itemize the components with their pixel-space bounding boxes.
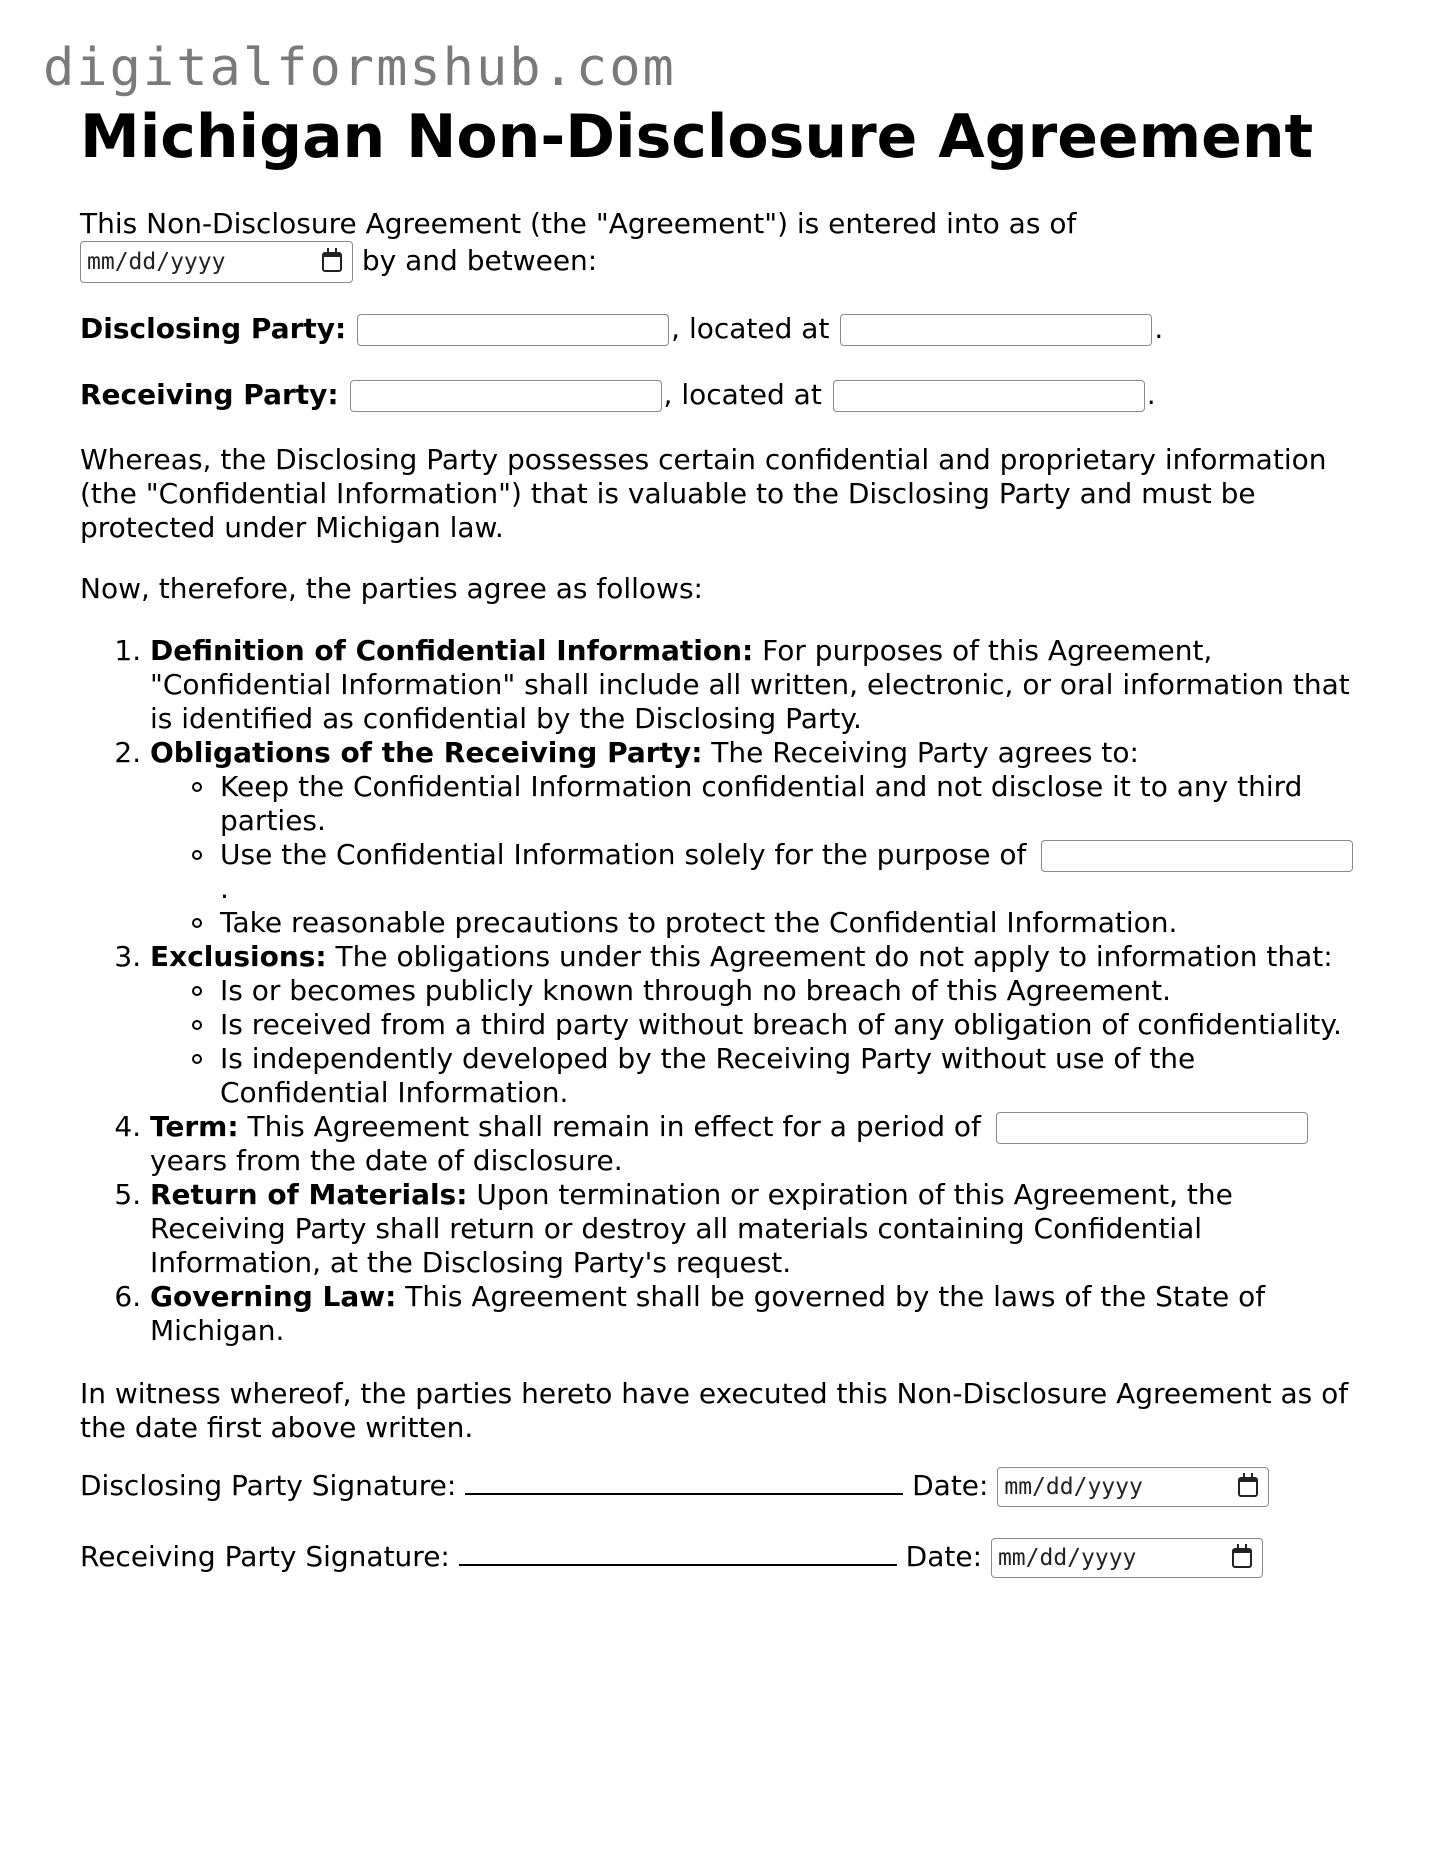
located-at-text: , located at <box>663 378 822 411</box>
date-label: Date: <box>905 1540 983 1573</box>
list-item: Take reasonable precautions to protect the Confidential Information. <box>220 906 1370 940</box>
section-heading: Definition of Confidential Information: <box>150 634 754 667</box>
disclosing-party-line <box>80 312 1370 346</box>
calendar-icon[interactable] <box>1238 1477 1258 1497</box>
purpose-input[interactable] <box>1041 840 1353 872</box>
disclosing-signature-field[interactable] <box>465 1467 903 1495</box>
exclusions-list <box>150 974 1370 1110</box>
whereas-paragraph: Whereas, the Disclosing Party possesses certain confidential and proprietary information (the "Confidential Information") that is valuable to the Disclosing Party and must be protected under Michigan law. <box>80 443 1327 544</box>
section-obligations <box>150 736 1370 940</box>
list-item: Keep the Confidential Information confidential and not disclose it to any third parties. <box>220 770 1370 838</box>
receiving-signature-date-input[interactable] <box>991 1538 1263 1578</box>
disclosing-signature-label: Disclosing Party Signature: <box>80 1469 457 1502</box>
disclosing-party-label: Disclosing Party: <box>80 312 347 345</box>
calendar-icon[interactable] <box>1232 1548 1252 1568</box>
obligations-list <box>150 770 1370 940</box>
section-exclusions <box>150 940 1370 1110</box>
section-text: The obligations under this Agreement do not apply to information that: <box>326 940 1333 973</box>
witness-paragraph: In witness whereof, the parties hereto have executed this Non-Disclosure Agreement as of the date first above written. <box>80 1377 1349 1444</box>
located-at-text: , located at <box>671 312 830 345</box>
period-text: . <box>1146 378 1156 411</box>
now-therefore-paragraph: Now, therefore, the parties agree as follows: <box>80 572 703 605</box>
date-placeholder: mm/dd/yyyy <box>1004 1474 1143 1500</box>
term-text-end: years from the date of disclosure. <box>150 1144 623 1177</box>
section-heading: Term: <box>150 1110 239 1143</box>
section-text: This Agreement shall be governed by the laws of the State of Michigan. <box>150 1280 1266 1347</box>
list-item: Is independently developed by the Receiving Party without use of the Confidential Information. <box>220 1042 1370 1110</box>
receiving-party-name-input[interactable] <box>350 380 662 412</box>
section-heading: Governing Law: <box>150 1280 397 1313</box>
list-item: Is or becomes publicly known through no breach of this Agreement. <box>220 974 1370 1008</box>
section-definition <box>150 634 1370 736</box>
receiving-signature-label: Receiving Party Signature: <box>80 1540 450 1573</box>
date-placeholder: mm/dd/yyyy <box>997 1545 1137 1571</box>
period-text: . <box>1154 312 1164 345</box>
page-title: Michigan Non-Disclosure Agreement <box>80 102 1314 172</box>
receiving-signature-field[interactable] <box>459 1538 897 1566</box>
section-heading: Return of Materials: <box>150 1178 468 1211</box>
term-years-input[interactable] <box>996 1112 1308 1144</box>
disclosing-signature-line <box>80 1467 1370 1507</box>
list-item: Is received from a third party without breach of any obligation of confidentiality. <box>220 1008 1370 1042</box>
list-item <box>220 838 1370 906</box>
disclosing-party-address-input[interactable] <box>840 314 1152 346</box>
calendar-icon[interactable] <box>322 252 342 272</box>
date-label: Date: <box>912 1469 989 1502</box>
receiving-party-line <box>80 378 1370 412</box>
section-heading: Obligations of the Receiving Party: <box>150 736 703 769</box>
sections-list <box>80 634 1370 1348</box>
intro-paragraph <box>80 207 1370 283</box>
agreement-date-input[interactable] <box>80 241 353 283</box>
intro-text: This Non-Disclosure Agreement (the "Agreement") is entered into as of <box>80 207 1077 240</box>
disclosing-party-name-input[interactable] <box>357 314 669 346</box>
receiving-party-address-input[interactable] <box>833 380 1145 412</box>
intro-text-after: by and between: <box>361 244 598 277</box>
receiving-signature-line <box>80 1538 1370 1578</box>
section-text: The Receiving Party agrees to: <box>702 736 1139 769</box>
date-placeholder: mm/dd/yyyy <box>87 249 226 275</box>
purpose-text: Use the Confidential Information solely for the purpose of <box>220 838 1027 871</box>
section-text: For purposes of this Agreement, "Confidential Information" shall include all written, electronic, or oral information that is identified as confidential by the Disclosing Party. <box>150 634 1350 735</box>
purpose-period: . <box>220 872 229 905</box>
section-governing-law <box>150 1280 1370 1348</box>
section-heading: Exclusions: <box>150 940 327 973</box>
watermark: digitalformshub.com <box>43 38 676 98</box>
section-text: This Agreement shall remain in effect for a period of <box>238 1110 981 1143</box>
receiving-party-label: Receiving Party: <box>80 378 339 411</box>
section-term <box>150 1110 1370 1178</box>
section-text: Upon termination or expiration of this Agreement, the Receiving Party shall return or destroy all materials containing Confidential Information, at the Disclosing Party's request. <box>150 1178 1233 1279</box>
disclosing-signature-date-input[interactable] <box>997 1467 1269 1507</box>
section-return-of-materials <box>150 1178 1370 1280</box>
agreement-sections <box>80 634 1370 1348</box>
